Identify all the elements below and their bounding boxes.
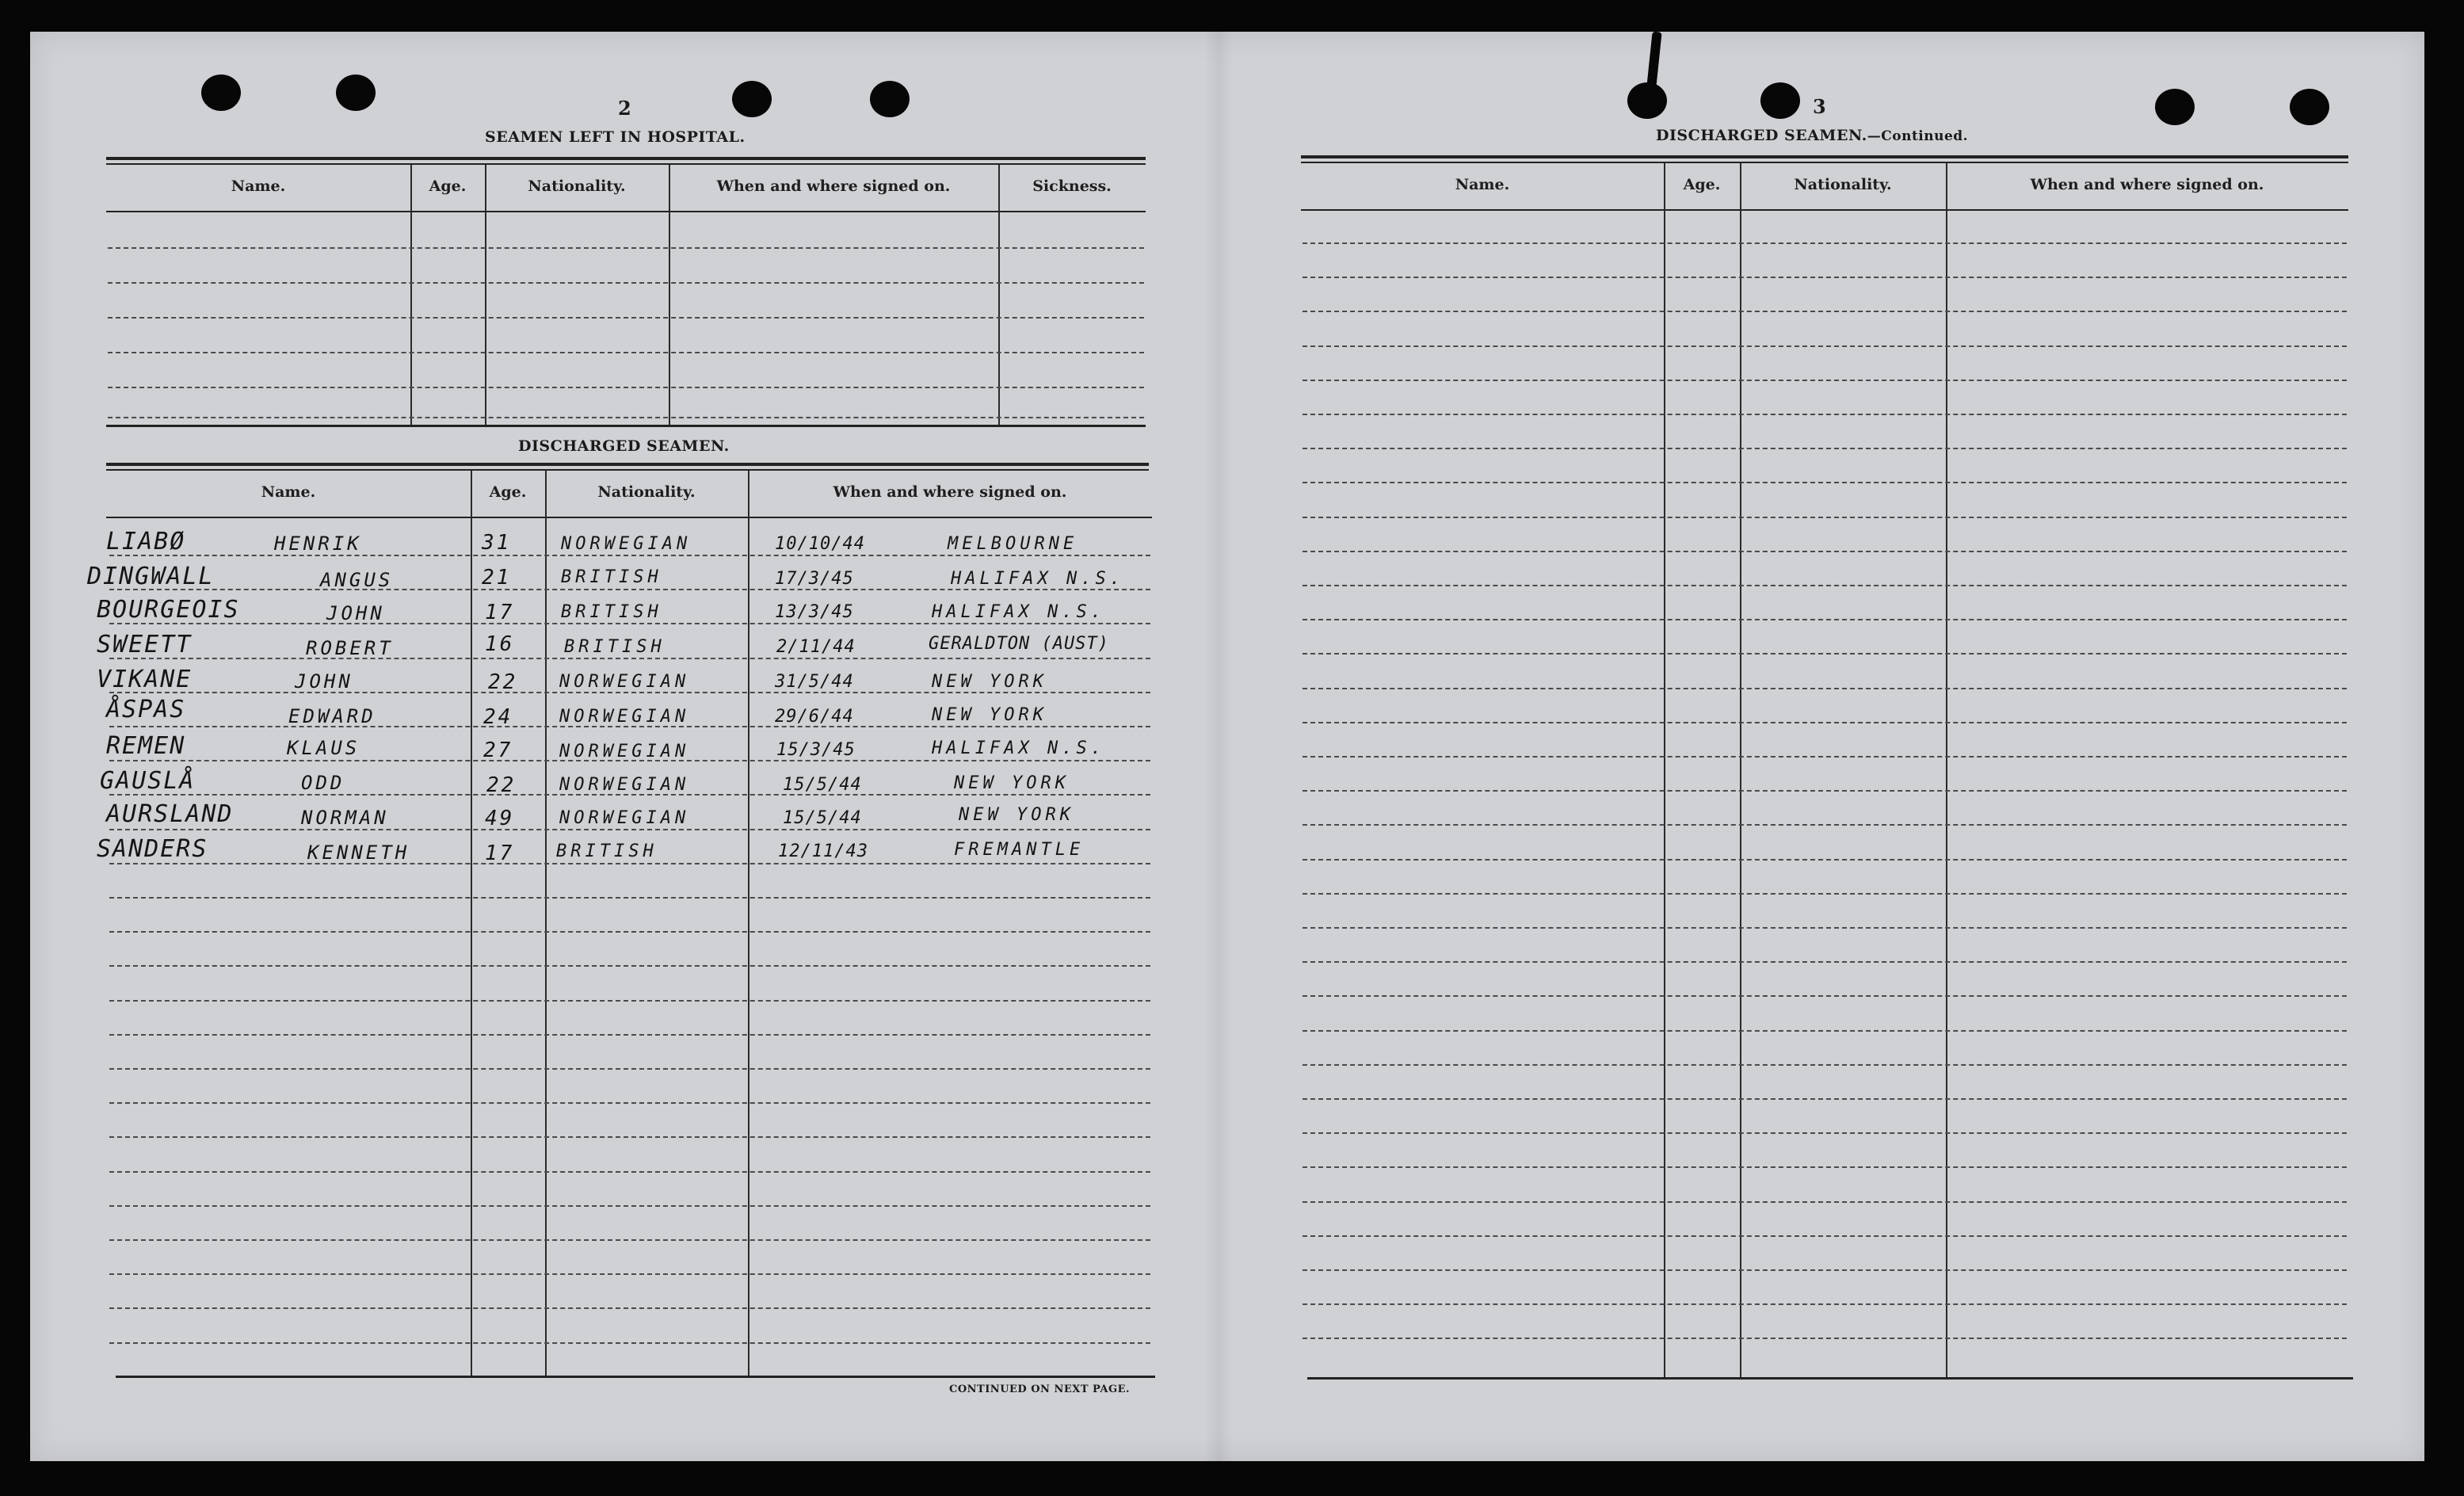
ruled-line	[108, 417, 1144, 418]
signed-on-place: HALIFAX N.S.	[932, 602, 1105, 622]
ruled-line	[1303, 311, 2347, 312]
ruled-line	[1303, 551, 2347, 552]
signed-on-place: HALIFAX N.S.	[932, 738, 1105, 758]
ruled-line	[109, 1068, 1150, 1070]
ruled-line	[109, 623, 1150, 624]
seaman-nationality: NORWEGIAN	[559, 672, 690, 692]
ruled-line	[1303, 1303, 2347, 1305]
seaman-nationality: BRITISH	[556, 842, 658, 861]
ruled-line	[109, 897, 1150, 899]
ruled-line	[109, 1136, 1150, 1138]
seaman-age: 24	[483, 705, 513, 729]
signed-on-place: NEW YORK	[959, 805, 1074, 825]
seaman-surname: DINGWALL	[87, 563, 215, 590]
ruled-line	[109, 1000, 1150, 1002]
signed-on-date: 31/5/44	[775, 672, 854, 692]
rule	[106, 425, 1146, 427]
seaman-given-name: ROBERT	[306, 637, 394, 659]
seaman-age: 22	[486, 773, 517, 797]
seaman-surname: REMEN	[106, 732, 186, 760]
signed-on-place: NEW YORK	[932, 705, 1047, 725]
signed-on-date: 15/3/45	[776, 740, 856, 760]
ruled-line	[1303, 688, 2347, 689]
ruled-line	[1303, 1235, 2347, 1237]
seaman-given-name: KLAUS	[287, 737, 360, 759]
punch-hole	[870, 81, 910, 117]
seaman-age: 49	[485, 807, 515, 830]
ruled-line	[108, 317, 1144, 319]
signed-on-date: 15/5/44	[783, 808, 862, 828]
ruled-line	[1303, 1201, 2347, 1203]
hospital-section-title: SEAMEN LEFT IN HOSPITAL.	[485, 128, 746, 146]
discharged-col-signed-on: When and where signed on.	[833, 483, 1067, 501]
rule	[1307, 1377, 2353, 1380]
title-suffix: —Continued.	[1867, 128, 1969, 144]
column-divider	[410, 165, 412, 425]
seaman-given-name: HENRIK	[274, 532, 362, 555]
ruled-line	[1303, 1166, 2347, 1168]
punch-hole	[1627, 82, 1667, 119]
discharged-col-age: Age.	[489, 483, 527, 501]
ruled-line	[108, 247, 1144, 249]
seaman-age: 16	[485, 632, 515, 656]
ruled-line	[108, 282, 1144, 284]
ruled-line	[1303, 482, 2347, 483]
hospital-col-age: Age.	[429, 177, 467, 195]
ruled-line	[109, 1205, 1150, 1207]
hospital-col-sickness: Sickness.	[1032, 177, 1112, 195]
signed-on-place: NEW YORK	[932, 672, 1047, 692]
continued-col-name: Name.	[1455, 176, 1510, 193]
ruled-line	[109, 1034, 1150, 1036]
ruled-line	[1303, 756, 2347, 758]
rule	[1301, 162, 2348, 163]
ruled-line	[109, 1307, 1150, 1309]
ruled-line	[1303, 585, 2347, 586]
column-divider	[485, 165, 486, 425]
seaman-nationality: NORWEGIAN	[561, 534, 692, 554]
seaman-given-name: EDWARD	[288, 705, 376, 727]
seaman-surname: SWEETT	[97, 631, 193, 658]
ruled-line	[109, 1342, 1150, 1344]
ruled-line	[1303, 1269, 2347, 1271]
seaman-given-name: KENNETH	[307, 842, 410, 864]
signed-on-date: 2/11/44	[776, 637, 856, 657]
seaman-surname: LIABØ	[106, 528, 186, 555]
rule	[116, 1376, 1155, 1378]
ruled-line	[109, 1102, 1150, 1104]
continued-col-age: Age.	[1683, 176, 1721, 193]
signed-on-place: GERALDTON (AUST)	[929, 634, 1109, 654]
signed-on-date: 17/3/45	[775, 569, 854, 589]
punch-hole	[732, 81, 772, 117]
seaman-nationality: NORWEGIAN	[559, 808, 690, 828]
header-rule	[1301, 209, 2348, 211]
ruled-line	[109, 692, 1150, 693]
seaman-surname: SANDERS	[97, 835, 208, 863]
column-divider	[669, 165, 670, 425]
ruled-line	[1303, 859, 2347, 861]
page-fold	[1204, 32, 1233, 1461]
ruled-line	[109, 931, 1150, 933]
discharged-continued-title	[1656, 127, 1968, 144]
seaman-nationality: BRITISH	[564, 637, 666, 657]
signed-on-date: 13/3/45	[775, 602, 854, 622]
ruled-line	[1303, 380, 2347, 381]
seaman-age: 31	[482, 531, 512, 555]
signed-on-place: NEW YORK	[954, 773, 1070, 793]
ruled-line	[1303, 653, 2347, 654]
ruled-line	[109, 658, 1150, 659]
ruled-line	[1303, 995, 2347, 997]
ruled-line	[1303, 277, 2347, 278]
ruled-line	[109, 1171, 1150, 1173]
rule	[106, 469, 1149, 471]
signed-on-place: FREMANTLE	[954, 840, 1085, 860]
signed-on-place: HALIFAX N.S.	[951, 569, 1124, 589]
discharged-col-nationality: Nationality.	[597, 483, 696, 501]
punch-hole	[2155, 89, 2195, 125]
seaman-surname: VIKANE	[97, 666, 193, 693]
seaman-nationality: NORWEGIAN	[559, 775, 690, 795]
signed-on-date: 12/11/43	[778, 842, 868, 861]
punch-hole	[2290, 89, 2329, 125]
ruled-line	[109, 555, 1150, 556]
signed-on-place: MELBOURNE	[948, 534, 1078, 554]
ruled-line	[1303, 619, 2347, 620]
header-rule	[106, 517, 1152, 518]
title-main: DISCHARGED SEAMEN.	[1656, 127, 1867, 144]
discharged-col-name: Name.	[261, 483, 316, 501]
seaman-given-name: JOHN	[326, 602, 385, 624]
punch-hole	[201, 74, 241, 111]
hospital-col-nationality: Nationality.	[528, 177, 626, 195]
signed-on-date: 15/5/44	[783, 775, 862, 795]
ruled-line	[1303, 1064, 2347, 1066]
ruled-line	[109, 1273, 1150, 1275]
ruled-line	[1303, 345, 2347, 347]
seaman-nationality: BRITISH	[561, 567, 662, 587]
ruled-line	[1303, 448, 2347, 449]
page-number: 2	[618, 97, 631, 120]
ruled-line	[1303, 1338, 2347, 1339]
continued-note: CONTINUED ON NEXT PAGE.	[949, 1383, 1130, 1395]
seaman-given-name: ODD	[301, 772, 345, 794]
rule	[1301, 155, 2348, 158]
ruled-line	[109, 965, 1150, 967]
hospital-col-signed-on: When and where signed on.	[716, 177, 951, 195]
header-rule	[106, 211, 1146, 212]
ruled-line	[109, 1239, 1150, 1241]
ruled-line	[1303, 893, 2347, 895]
seaman-surname: GAUSLÅ	[100, 767, 196, 795]
seaman-given-name: JOHN	[295, 670, 353, 693]
seaman-surname: ÅSPAS	[106, 696, 186, 723]
seaman-nationality: BRITISH	[561, 602, 662, 622]
hospital-col-name: Name.	[231, 177, 286, 195]
seaman-surname: AURSLAND	[106, 800, 234, 828]
page-number: 3	[1813, 95, 1826, 118]
ruled-line	[1303, 517, 2347, 518]
ruled-line	[109, 589, 1150, 590]
seaman-nationality: NORWEGIAN	[559, 742, 690, 761]
seaman-given-name: ANGUS	[320, 569, 394, 591]
rule	[106, 163, 1146, 165]
ruled-line	[1303, 927, 2347, 929]
continued-col-signed-on: When and where signed on.	[2030, 176, 2264, 193]
ruled-line	[1303, 1098, 2347, 1100]
rule	[106, 157, 1146, 160]
ruled-line	[1303, 1132, 2347, 1134]
punch-hole	[336, 74, 376, 111]
continued-col-nationality: Nationality.	[1794, 176, 1892, 193]
punch-hole	[1760, 82, 1800, 119]
seaman-age: 21	[482, 566, 512, 590]
ruled-line	[108, 352, 1144, 353]
ruled-line	[1303, 824, 2347, 826]
ruled-line	[1303, 1030, 2347, 1032]
column-divider	[998, 165, 1000, 425]
signed-on-date: 29/6/44	[775, 707, 854, 727]
ruled-line	[1303, 961, 2347, 963]
signed-on-date: 10/10/44	[775, 534, 865, 554]
seaman-age: 17	[485, 842, 515, 865]
ruled-line	[1303, 790, 2347, 792]
ruled-line	[1303, 242, 2347, 244]
discharged-section-title: DISCHARGED SEAMEN.	[518, 437, 730, 455]
seaman-age: 17	[485, 601, 515, 624]
ruled-line	[1303, 722, 2347, 723]
seaman-surname: BOURGEOIS	[97, 596, 240, 624]
ruled-line	[108, 387, 1144, 388]
seaman-given-name: NORMAN	[301, 807, 389, 829]
rule	[106, 463, 1149, 466]
ruled-line	[109, 829, 1150, 830]
seaman-age: 27	[483, 738, 513, 762]
seaman-nationality: NORWEGIAN	[559, 707, 690, 727]
seaman-age: 22	[488, 670, 518, 694]
ruled-line	[1303, 414, 2347, 415]
ruled-line	[109, 863, 1150, 864]
